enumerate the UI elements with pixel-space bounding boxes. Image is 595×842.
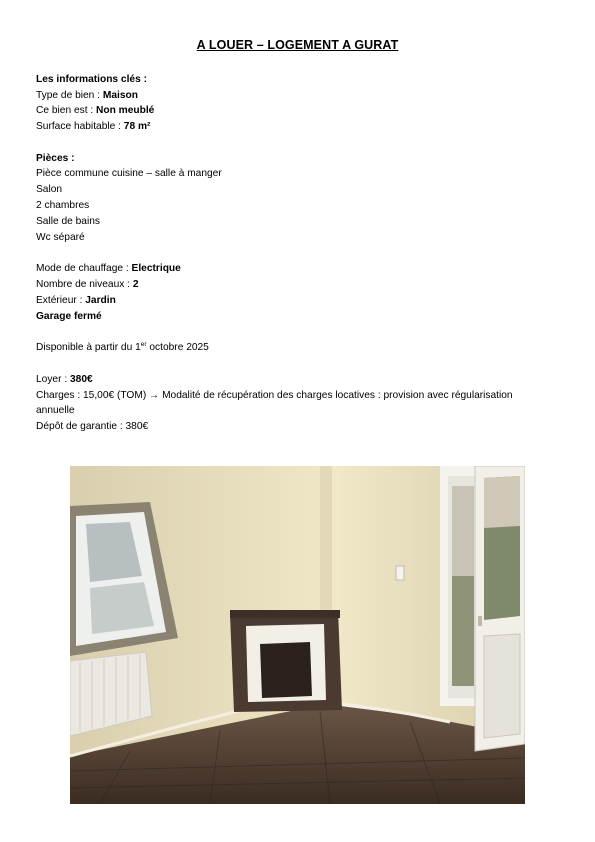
garage-line: Garage fermé [36,311,102,322]
exterieur-value: Jardin [85,295,116,306]
etat-line [36,104,154,118]
room-photo [70,466,525,804]
charges-line-1: Charges : 15,00€ (TOM) → Modalité de récupération des charges locatives : provision avec régularisation [36,390,513,401]
depot-line: Dépôt de garantie : 380€ [36,421,149,432]
etat-label: Ce bien est : [36,105,97,116]
disponibilite-prefix: Disponible à partir du 1 [36,342,141,353]
loyer-value: 380€ [69,374,93,385]
piece-item: Wc séparé [36,232,85,243]
chauffage-value: Electrique [131,263,181,274]
niveaux-line [36,278,139,292]
type-line [36,89,138,103]
piece-item: Pièce commune cuisine – salle à manger [36,168,222,179]
surface-value: 78 m² [123,121,151,132]
charges-line-2: annuelle [36,405,75,416]
infos-heading: Les informations clés : [36,74,147,85]
disponibilite-suffix: octobre 2025 [146,342,209,353]
type-value: Maison [102,90,138,101]
piece-item: Salon [36,184,63,195]
exterieur-line [36,294,116,308]
type-label: Type de bien : [36,90,103,101]
pieces-heading: Pièces : [36,153,75,164]
loyer-label: Loyer : [36,374,70,385]
niveaux-value: 2 [132,279,139,290]
piece-item: Salle de bains [36,216,101,227]
page-title: A LOUER – LOGEMENT A GURAT [196,38,399,52]
exterieur-label: Extérieur : [36,295,86,306]
surface-line [36,120,150,134]
etat-value: Non meublé [96,105,155,116]
surface-label: Surface habitable : [36,121,124,132]
niveaux-label: Nombre de niveaux : [36,279,133,290]
piece-item: 2 chambres [36,200,90,211]
loyer-line [36,373,93,387]
disponibilite-line [36,341,209,355]
disponibilite-sup: er [140,341,147,348]
chauffage-label: Mode de chauffage : [36,263,132,274]
chauffage-line [36,262,181,276]
